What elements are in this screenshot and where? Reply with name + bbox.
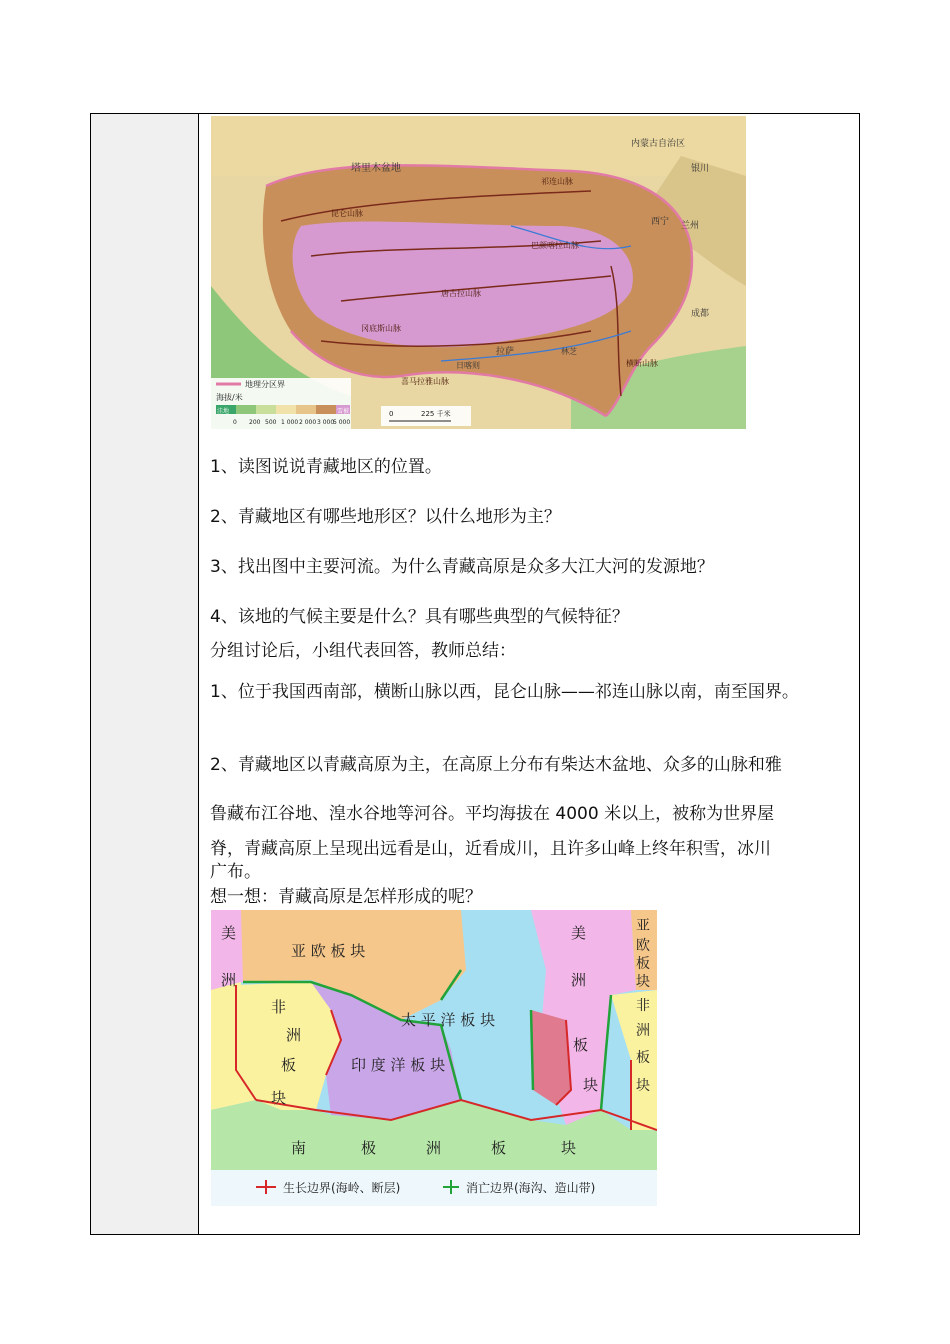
legend-elevation-title: 海拔/米 (216, 393, 243, 402)
question-2: 2、青藏地区有哪些地形区？以什么地形为主？ (210, 507, 561, 527)
map-label: 拉萨 (496, 347, 515, 357)
eurasian-plate-label: 欧 (636, 938, 650, 954)
left-column (91, 114, 199, 1234)
qinghai-tibet-map (211, 116, 746, 429)
answer-2-line2: 鲁藏布江谷地、湟水谷地等河谷。平均海拔在 4000 米以上，被称为世界屋 (210, 804, 775, 824)
question-1: 1、读图说说青藏地区的位置。 (210, 457, 442, 477)
legend-low: 洼地 (217, 408, 230, 415)
africa-plate-label: 洲 (286, 1026, 302, 1044)
antarctic-plate-label: 极 (361, 1139, 377, 1157)
map-label: 昆仑山脉 (331, 209, 363, 218)
map-label: 横断山脉 (626, 359, 658, 368)
america-plate-label: 洲 (221, 971, 237, 989)
indian-plate-label: 印 度 洋 板 块 (351, 1056, 446, 1074)
antarctic-plate-label: 板 (491, 1139, 507, 1157)
scale-label: 225 千米 (421, 410, 451, 418)
legend-tick: 0 (233, 419, 237, 426)
answer-2-line1: 2、青藏地区以青藏高原为主，在高原上分布有柴达木盆地、众多的山脉和雅 (210, 755, 782, 775)
map-label: 成都 (691, 309, 710, 319)
legend-tick: 2 000 (299, 419, 317, 426)
africa-plate-label: 非 (271, 998, 287, 1016)
map-label: 银川 (691, 164, 710, 174)
map-label: 冈底斯山脉 (361, 324, 401, 333)
question-4: 4、该地的气候主要是什么？具有哪些典型的气候特征？ (210, 607, 629, 627)
antarctic-plate-label: 南 (291, 1139, 307, 1157)
africa-plate-label: 板 (281, 1056, 297, 1074)
map-label: 内蒙古自治区 (631, 139, 686, 149)
legend-growth-boundary: 生长边界(海岭、断层) (283, 1181, 401, 1195)
africa-plate-label: 板 (636, 1050, 650, 1066)
legend-tick: 500 (265, 419, 277, 426)
map-label: 巴颜喀拉山脉 (531, 241, 579, 250)
legend-tick: 200 (249, 419, 261, 426)
eurasian-plate-label: 亚 (636, 918, 650, 934)
america-plate-label: 板 (573, 1036, 589, 1054)
answer-2-line4: 广布。 (210, 862, 261, 882)
legend-tick: 3 000 (317, 419, 335, 426)
africa-plate-label: 非 (636, 998, 650, 1014)
lesson-table (90, 113, 860, 1235)
answer-2-line3: 脊，青藏高原上呈现出远看是山，近看成川，且许多山峰上终年积雪，冰川 (210, 839, 771, 859)
antarctic-plate-label: 洲 (426, 1139, 442, 1157)
think-prompt: 想一想：青藏高原是怎样形成的呢？ (210, 887, 482, 907)
map-label: 祁连山脉 (541, 177, 573, 186)
map-label: 唐古拉山脉 (441, 289, 481, 298)
map-label: 日喀则 (456, 361, 480, 370)
legend-subduction-boundary: 消亡边界(海沟、造山带) (466, 1181, 596, 1195)
legend-boundary: 地理分区界 (245, 380, 285, 389)
legend-high: 雪被 (337, 408, 350, 415)
map-label: 塔里木盆地 (351, 163, 401, 174)
map-label: 西宁 (651, 217, 670, 227)
map-label: 兰州 (681, 221, 700, 231)
content-column (199, 114, 859, 1234)
america-plate-label: 洲 (571, 971, 587, 989)
africa-plate-label: 洲 (636, 1023, 650, 1039)
map-label: 林芝 (561, 347, 577, 356)
question-3: 3、找出图中主要河流。为什么青藏高原是众多大江大河的发源地？ (210, 557, 714, 577)
eurasian-plate-label: 板 (636, 956, 650, 972)
tectonic-plates-map (211, 910, 657, 1206)
pacific-plate-label: 太 平 洋 板 块 (401, 1011, 496, 1029)
map-label: 喜马拉雅山脉 (401, 377, 449, 386)
africa-plate-label: 块 (636, 1078, 650, 1094)
eurasian-plate-label: 块 (636, 974, 650, 990)
answer-1: 1、位于我国西南部，横断山脉以西，昆仑山脉——祁连山脉以南，南至国界。 (210, 682, 799, 702)
america-plate-label: 块 (583, 1076, 599, 1094)
legend-tick: 1 000 (281, 419, 299, 426)
antarctic-plate-label: 块 (561, 1139, 577, 1157)
legend-tick: 5 000 (333, 419, 351, 426)
scale-zero: 0 (389, 410, 394, 418)
discussion-text: 分组讨论后，小组代表回答，教师总结： (210, 641, 516, 661)
america-plate-label: 美 (221, 924, 237, 942)
africa-plate-label: 块 (271, 1089, 287, 1107)
eurasian-plate-label: 亚 欧 板 块 (291, 942, 366, 960)
america-plate-label: 美 (571, 924, 587, 942)
